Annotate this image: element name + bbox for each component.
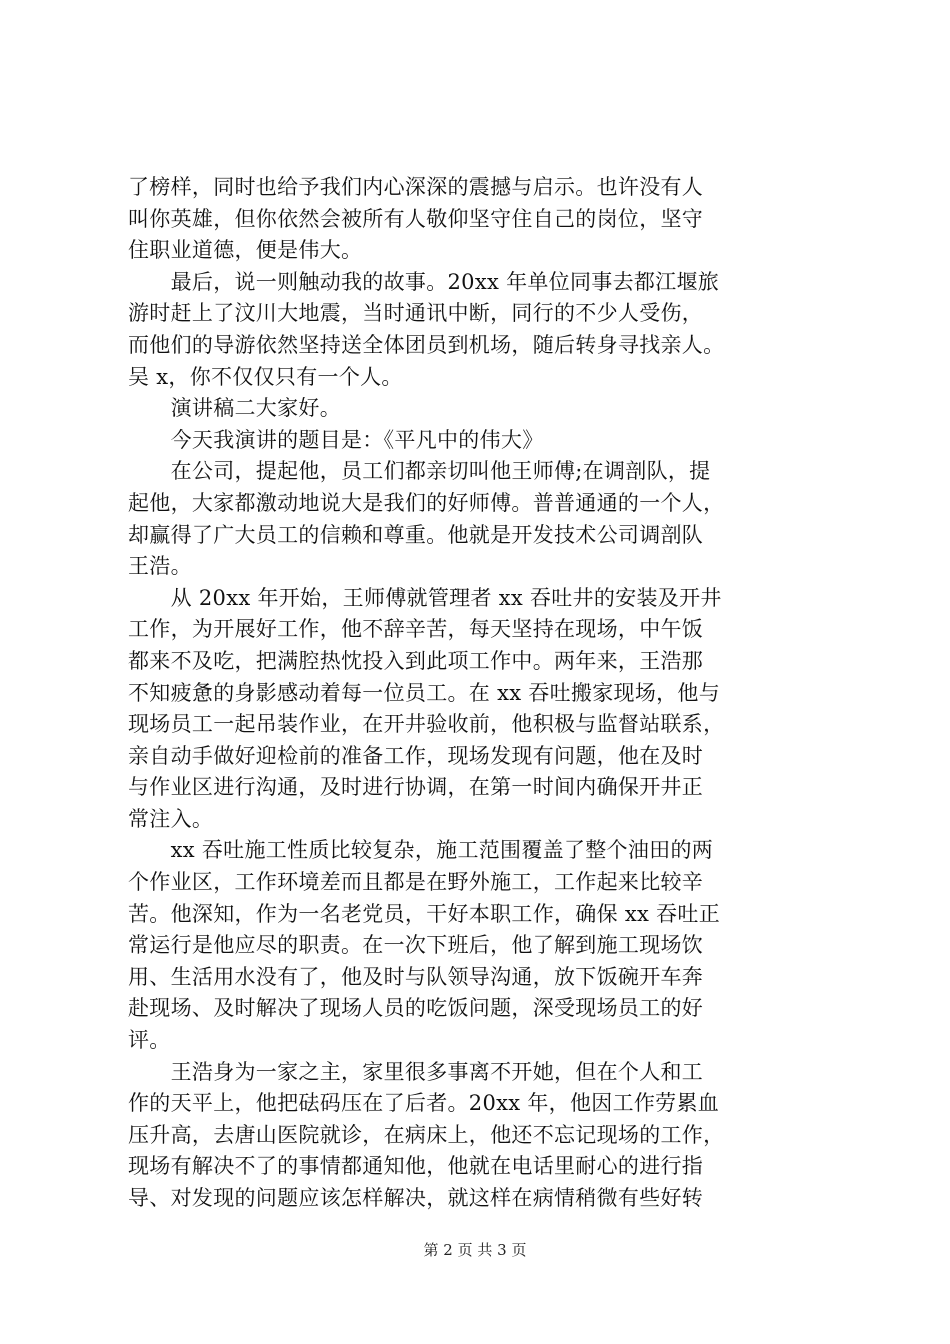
text-line: 起他，大家都激动地说大是我们的好师傅。普普通通的一个人， — [128, 490, 725, 515]
text-line: 游时赶上了汶川大地震，当时通讯中断，同行的不少人受伤， — [128, 301, 704, 326]
text-line: 现场有解决不了的事情都通知他，他就在电话里耐心的进行指 — [128, 1154, 704, 1179]
text-line: 现场员工一起吊装作业，在开井验收前，他积极与监督站联系， — [128, 712, 725, 737]
text-line: 最后，说一则触动我的故事。20xx 年单位同事去都江堰旅 — [128, 269, 720, 294]
text-line: 用、生活用水没有了，他及时与队领导沟通，放下饭碗开车奔 — [128, 964, 704, 989]
text-line: 叫你英雄，但你依然会被所有人敬仰坚守住自己的岗位，坚守 — [128, 206, 704, 231]
text-line: 而他们的导游依然坚持送全体团员到机场，随后转身寻找亲人。 — [128, 332, 725, 357]
text-line: 亲自动手做好迎检前的准备工作，现场发现有问题，他在及时 — [128, 743, 704, 768]
text-line: 作的天平上，他把砝码压在了后者。20xx 年，他因工作劳累血 — [128, 1091, 720, 1116]
text-line: 在公司，提起他，员工们都亲切叫他王师傅;在调剖队，提 — [128, 459, 711, 484]
text-line: xx 吞吐施工性质比较复杂，施工范围覆盖了整个油田的两 — [128, 838, 714, 863]
text-line: 了榜样，同时也给予我们内心深深的震撼与启示。也许没有人 — [128, 175, 704, 199]
text-line: 却赢得了广大员工的信赖和尊重。他就是开发技术公司调剖队 — [128, 522, 704, 547]
text-line: 今天我演讲的题目是：《平凡中的伟大》 — [128, 427, 544, 452]
text-line: 王浩。 — [128, 554, 192, 579]
text-line: 个作业区，工作环境差而且都是在野外施工，工作起来比较辛 — [128, 870, 704, 895]
text-line: 常运行是他应尽的职责。在一次下班后，他了解到施工现场饮 — [128, 933, 704, 958]
text-line: 演讲稿二大家好。 — [128, 396, 341, 421]
text-line: 苦。他深知，作为一名老党员，干好本职工作，确保 xx 吞吐正 — [128, 901, 721, 926]
text-line: 不知疲惫的身影感动着每一位员工。在 xx 吞吐搬家现场，他与 — [128, 680, 721, 705]
text-line: 工作，为开展好工作，他不辞辛苦，每天坚持在现场，中午饭 — [128, 617, 704, 642]
text-line: 压升高，去唐山医院就诊，在病床上，他还不忘记现场的工作， — [128, 1122, 725, 1147]
text-line: 与作业区进行沟通，及时进行协调，在第一时间内确保开井正 — [128, 775, 704, 800]
text-line: 都来不及吃，把满腔热忱投入到此项工作中。两年来，王浩那 — [128, 648, 704, 673]
text-line: 王浩身为一家之主，家里很多事离不开她，但在个人和工 — [128, 1059, 704, 1084]
text-line: 赴现场、及时解决了现场人员的吃饭问题，深受现场员工的好 — [128, 996, 704, 1021]
document-body — [128, 172, 836, 1215]
text-line: 评。 — [128, 1028, 171, 1053]
text-line: 从 20xx 年开始，王师傅就管理者 xx 吞吐井的安装及开井 — [128, 585, 722, 610]
text-line: 住职业道德，便是伟大。 — [128, 238, 363, 263]
text-line: 吴 x，你不仅仅只有一个人。 — [128, 364, 403, 389]
text-line: 常注入。 — [128, 806, 214, 831]
text-line: 导、对发现的问题应该怎样解决，就这样在病情稍微有些好转 — [128, 1186, 704, 1210]
page-number-footer: 第 2 页 共 3 页 — [423, 1241, 527, 1259]
